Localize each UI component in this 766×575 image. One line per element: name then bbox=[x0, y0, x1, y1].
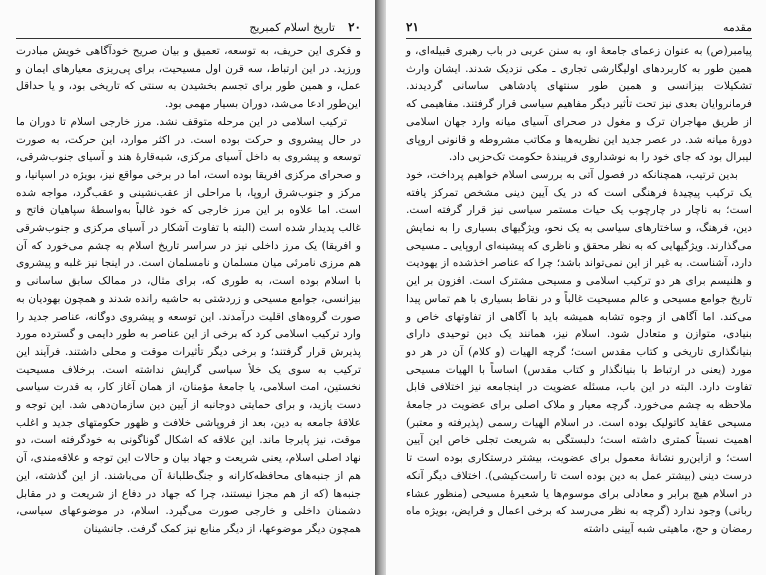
left-paragraph-2: ترکیب اسلامی در این مرحله متوقف نشد. مرز خارجی اسلام تا دوران ما در حال پیشروی و حرکت بوده است. در اکثر موارد، این حرکت، به صورت توسعه و پیشروی به داخل آسیای مرکزی، شبه‌قارهٔ هند و آسیای جنوب‌شرقی، و صحرای مرکزی افریقا بوده است، اما در برخی مواقع نیز، بویژه در اسپانیا، و مرکز و جنوب‌شرق اروپا، با مراحلی از عقب‌نشینی و عقب‌گرد، مواجه شده است. اما علاوه بر این مرز خارجی که خود غالباً به‌واسطهٔ سپاهیان فاتح و غالب پدیدار شده است (البته با تفاوت آشکار در آسیای مرکزی و جنوب‌شرقی و افریقا) یک مرز داخلی نیز در سراسر تاریخ اسلام به چشم می‌خورد که آن هم مرزی نامرئی میان مسلمان و نامسلمان است. در اینجا نیز غلبه و پیشروی با اسلام بوده است، به طوری که، برای مثال، در ممالک سابق ساسانی و بیزانسی، جوامع مسیحی و زردشتی به حاشیه رانده شدند و همچون بهودیان به صورت گروه‌های اقلیت درآمدند. این توسعه و پیشروی دوگانه، عناصر جدید را وارد ترکیب اسلامی کرد که برخی از این عناصر به طور دایمی و گسترده مورد پذیرش قرار گرفتند؛ و برخی دیگر تأثیرات موقت و محلی داشتند. فرآیند این ترکیب به سوی یک خلأ سیاسی گرایش نداشته است. برخلاف مسیحیت نخستین، امت اسلامی، یا جامعهٔ مؤمنان، از همان آغاز کار، به قدرت سیاسی دست یازید، و برای حمایتی دوجانبه از آیین دین سازمان‌دهی شد. این توجه و علاقهٔ جامعه به دین، بعد از فروپاشی خلافت و ظهور حکومتهای جدید و اغلب موقت، نیز پابرجا ماند. این علاقه که اشکال گوناگونی به خودگرفته است، دو نهاد اصلی اسلام، یعنی شریعت و جهاد بیان و حالات این توجه و علاقه‌مندی، آن هم از جنبه‌های محافظه‌کارانه و جنگ‌طلبانهٔ آن می‌باشند. از این گذشته، این جنبه‌ها (که از هم مجزا نیستند، چرا که جهاد در دفاع از شریعت و در مقابل دشمنان داخلی و خارجی صورت می‌گیرد. اسلام، در موضوعهای سیاسی، همچون دیگر موضوعها، از دیگر منابع نیز کمک گرفت. جانشینان bbox=[16, 114, 361, 535]
book-gutter bbox=[375, 0, 386, 575]
left-book-page bbox=[0, 0, 375, 575]
right-header-rule bbox=[406, 38, 752, 39]
right-paragraph-2: بدین ترتیب، همچنانکه در فصول آتی به بررسی اسلام خواهیم پرداخت، خود یک ترکیب پیچیدهٔ فرهنگی است که در یک آیین دینی مشخص تمرکز یافته است؛ به ناچار در چارچوب یک حیات مستمر سیاسی نیز قرار گرفته است. دین، فرهنگ، و ساختارهای سیاسی به یک نحو، ویژگیهای بسیاری را به نمایش می‌گذارند. ویژگیهایی که به نظر محقق و ناظری که پیشینه‌ای اروپایی ـ مسیحی دارد، آشناست. به غیر از این نمی‌تواند باشد؛ چرا که عناصر اخذشده از یهودیت و هلنیسم برای هر دو ترکیب اسلامی و مسیحی مشترک است. افزون بر این تاریخ جوامع مسیحی و عالم مسیحیت غالباً و در نقاط بسیاری با هم تماس پیدا می‌کند. اما آگاهی از وجوه تشابه همیشه باید با آگاهی از تفاوتهای خاص و بنیادی، متوازن و متعادل شود. اسلام نیز، همانند یک دین توحیدی دارای بنیانگذاری تاریخی و کتاب مقدس است؛ گرچه الهیات (و کلام) آن در هر دو مورد (یعنی در ارتباط با بنیانگذار و کتاب مقدس) اساساً با الهیات مسیحی تفاوت دارد. البته در این باب، مسئله عضویت در اینجامعه نیز اختلافی قابل ملاحظه به چشم می‌خورد. گرچه معیار و ملاک اصلی برای عضویت در جامعهٔ مسیحی عقاید کاتولیک بوده است. در اسلام الهیات رسمی (پذیرفته و معتبر) اهمیت نسبتاً کمتری داشته است؛ دلبستگی به شریعت تجلی خاص این آیین است؛ و ازاین‌رو نشانهٔ معمول برای عضویت، بیشتر درستکاری بوده است تا درست دینی (بیشتر عمل به دین بوده است تا راست‌کیشی). اختلاف دیگر آنکه در اسلام هیچ برابر و معادلی برای موسوم‌ها یا شعیرهٔ مسیحی (منظور عشاء ربانی) وجود ندارد (گرچه به نظر می‌رسد که برخی اعمال و فرایض، بویژه ماه رمضان و حج، ماهیتی شبه آیینی داشته bbox=[406, 167, 752, 535]
right-book-page bbox=[386, 0, 766, 575]
right-page-number: ۲۱ bbox=[406, 20, 419, 34]
right-paragraph-1: پیامبر(ص) به عنوان زعمای جامعهٔ او، به سنن عربی در باب رهبری قبیله‌ای، و همین طور به کاربردهای اولیگارشی تجاری ـ مکی نزدیک شدند. ایشان وارث تشکیلات بیزانسی و همین طور سنتهای پادشاهی ساسانی گردیدند. فرمانروایان بعدی نیز تحت تأثیر دیگر مفاهیم سیاسی قرار گرفتند. مفاهیمی که از طریق مهاجران ترک و مغول در صحرای آسیای میانه وارد جهان اسلامی دورهٔ میانه شد. در عصر جدید این نظریه‌ها و مکاتب مشروطه و قانونی اروپای لیبرال بود که جای خود را به نوشداروی فریبندهٔ حکومت تک‌حزبی داد. bbox=[406, 44, 752, 164]
right-running-title: مقدمه bbox=[722, 21, 752, 34]
right-page-body bbox=[406, 42, 752, 538]
left-header-rule bbox=[16, 38, 361, 39]
left-page-body bbox=[16, 42, 361, 538]
left-paragraph-1: و فکری این حریف، به توسعه، تعمیق و بیان صریح خودآگاهی خویش مبادرت ورزید. در این ارتباط، سه قرن اول مسیحیت، برای پی‌ریزی معیارهای ایمان و عمل، و همین طور برای تجسم بخشیدن به سنتی که تاریخی بود، و یا حداقل این‌طور ادعا می‌شد، دوران بسیار مهمی بود. bbox=[16, 44, 361, 111]
left-running-title: تاریخ اسلام کمبریج bbox=[249, 21, 335, 34]
left-page-number: ۲۰ bbox=[348, 20, 361, 34]
